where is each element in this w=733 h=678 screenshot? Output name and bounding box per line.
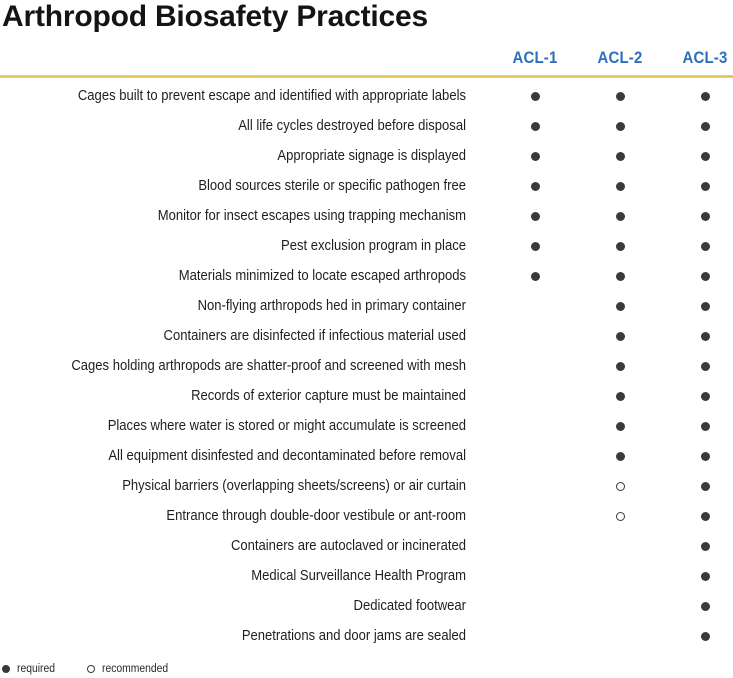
cell-acl-1 xyxy=(490,624,580,654)
cell-acl-2 xyxy=(575,174,665,204)
cell-acl-1 xyxy=(490,354,580,384)
cell-acl-1 xyxy=(490,474,580,504)
table-row xyxy=(0,594,733,624)
cell-acl-3 xyxy=(660,384,733,414)
practice-label: All equipment disinfested and decontaminated before removal xyxy=(108,448,466,464)
cell-acl-3 xyxy=(660,564,733,594)
marker-required-icon xyxy=(531,272,540,281)
table-row xyxy=(0,294,733,324)
cell-acl-3 xyxy=(660,594,733,624)
cell-acl-1 xyxy=(490,444,580,474)
cell-acl-1 xyxy=(490,174,580,204)
marker-required-icon xyxy=(531,212,540,221)
marker-required-icon xyxy=(701,302,710,311)
marker-recommended-icon xyxy=(616,512,625,521)
marker-required-icon xyxy=(701,92,710,101)
cell-acl-3 xyxy=(660,144,733,174)
cell-acl-2 xyxy=(575,294,665,324)
marker-required-icon xyxy=(701,122,710,131)
marker-required-icon xyxy=(616,152,625,161)
marker-required-icon xyxy=(701,272,710,281)
cell-acl-3 xyxy=(660,444,733,474)
cell-acl-2 xyxy=(575,354,665,384)
marker-recommended-icon xyxy=(87,665,95,673)
cell-acl-2 xyxy=(575,624,665,654)
marker-required-icon xyxy=(531,122,540,131)
cell-acl-1 xyxy=(490,114,580,144)
practice-label: Materials minimized to locate escaped arthropods xyxy=(178,268,466,284)
practice-label: Pest exclusion program in place xyxy=(281,238,466,254)
cell-acl-3 xyxy=(660,414,733,444)
cell-acl-2 xyxy=(575,534,665,564)
cell-acl-1 xyxy=(490,414,580,444)
cell-acl-1 xyxy=(490,594,580,624)
column-header-acl-1: ACL-1 xyxy=(512,48,558,67)
table-row xyxy=(0,384,733,414)
marker-required-icon xyxy=(616,362,625,371)
marker-required-icon xyxy=(616,182,625,191)
cell-acl-2 xyxy=(575,144,665,174)
practice-label: All life cycles destroyed before disposal xyxy=(238,118,466,134)
cell-acl-2 xyxy=(575,84,665,114)
marker-required-icon xyxy=(701,422,710,431)
practice-label: Medical Surveillance Health Program xyxy=(251,568,466,584)
table-row xyxy=(0,474,733,504)
cell-acl-3 xyxy=(660,84,733,114)
cell-acl-1 xyxy=(490,84,580,114)
practice-label: Appropriate signage is displayed xyxy=(277,148,466,164)
marker-required-icon xyxy=(2,665,10,673)
column-header-acl-2: ACL-2 xyxy=(597,48,643,67)
cell-acl-3 xyxy=(660,624,733,654)
practice-label: Places where water is stored or might accumulate is screened xyxy=(107,418,466,434)
legend-item-required xyxy=(2,663,59,675)
table-row xyxy=(0,264,733,294)
marker-required-icon xyxy=(701,452,710,461)
practice-label: Physical barriers (overlapping sheets/screens) or air curtain xyxy=(122,478,466,494)
cell-acl-3 xyxy=(660,114,733,144)
cell-acl-1 xyxy=(490,144,580,174)
cell-acl-3 xyxy=(660,354,733,384)
marker-required-icon xyxy=(701,182,710,191)
cell-acl-1 xyxy=(490,384,580,414)
marker-required-icon xyxy=(701,332,710,341)
marker-required-icon xyxy=(701,482,710,491)
column-header-acl-3: ACL-3 xyxy=(682,48,728,67)
cell-acl-3 xyxy=(660,324,733,354)
table-row xyxy=(0,234,733,264)
table-row xyxy=(0,504,733,534)
marker-required-icon xyxy=(616,302,625,311)
table-row xyxy=(0,114,733,144)
practices-matrix xyxy=(0,84,733,654)
cell-acl-2 xyxy=(575,324,665,354)
cell-acl-1 xyxy=(490,504,580,534)
marker-required-icon xyxy=(701,152,710,161)
marker-required-icon xyxy=(616,212,625,221)
marker-required-icon xyxy=(701,392,710,401)
marker-required-icon xyxy=(701,212,710,221)
marker-required-icon xyxy=(616,122,625,131)
marker-required-icon xyxy=(616,92,625,101)
practice-label: Records of exterior capture must be maintained xyxy=(191,388,466,404)
marker-required-icon xyxy=(616,272,625,281)
table-row xyxy=(0,534,733,564)
cell-acl-3 xyxy=(660,294,733,324)
page-title: Arthropod Biosafety Practices xyxy=(2,0,428,33)
cell-acl-2 xyxy=(575,474,665,504)
cell-acl-1 xyxy=(490,294,580,324)
cell-acl-3 xyxy=(660,234,733,264)
table-row xyxy=(0,84,733,114)
cell-acl-2 xyxy=(575,384,665,414)
cell-acl-3 xyxy=(660,474,733,504)
cell-acl-2 xyxy=(575,114,665,144)
practice-label: Cages built to prevent escape and identified with appropriate labels xyxy=(77,88,466,104)
practice-label: Containers are autoclaved or incinerated xyxy=(230,538,466,554)
table-row xyxy=(0,174,733,204)
marker-required-icon xyxy=(616,452,625,461)
marker-required-icon xyxy=(531,182,540,191)
marker-required-icon xyxy=(531,92,540,101)
marker-required-icon xyxy=(701,542,710,551)
table-row xyxy=(0,204,733,234)
table-row xyxy=(0,564,733,594)
marker-required-icon xyxy=(701,632,710,641)
cell-acl-1 xyxy=(490,564,580,594)
marker-required-icon xyxy=(616,392,625,401)
cell-acl-1 xyxy=(490,534,580,564)
cell-acl-3 xyxy=(660,264,733,294)
marker-required-icon xyxy=(616,242,625,251)
practice-label: Cages holding arthropods are shatter-proof and screened with mesh xyxy=(71,358,466,374)
marker-required-icon xyxy=(616,422,625,431)
marker-recommended-icon xyxy=(616,482,625,491)
practice-label: Dedicated footwear xyxy=(353,598,466,614)
cell-acl-3 xyxy=(660,504,733,534)
marker-required-icon xyxy=(616,332,625,341)
practice-label: Containers are disinfected if infectious material used xyxy=(163,328,466,344)
cell-acl-2 xyxy=(575,204,665,234)
column-header-row xyxy=(0,48,733,70)
marker-required-icon xyxy=(701,242,710,251)
cell-acl-2 xyxy=(575,564,665,594)
cell-acl-2 xyxy=(575,234,665,264)
legend xyxy=(2,661,204,677)
table-row xyxy=(0,354,733,384)
marker-required-icon xyxy=(531,242,540,251)
practice-label: Entrance through double-door vestibule or ant-room xyxy=(166,508,466,524)
practice-label: Non-flying arthropods hed in primary container xyxy=(197,298,466,314)
cell-acl-2 xyxy=(575,594,665,624)
practice-label: Monitor for insect escapes using trapping mechanism xyxy=(157,208,466,224)
cell-acl-3 xyxy=(660,204,733,234)
cell-acl-2 xyxy=(575,414,665,444)
cell-acl-1 xyxy=(490,204,580,234)
cell-acl-2 xyxy=(575,264,665,294)
table-row xyxy=(0,444,733,474)
marker-required-icon xyxy=(701,572,710,581)
cell-acl-3 xyxy=(660,534,733,564)
cell-acl-1 xyxy=(490,234,580,264)
cell-acl-1 xyxy=(490,324,580,354)
marker-required-icon xyxy=(701,512,710,521)
legend-item-recommended xyxy=(87,663,176,675)
marker-required-icon xyxy=(531,152,540,161)
marker-required-icon xyxy=(701,602,710,611)
table-row xyxy=(0,324,733,354)
marker-required-icon xyxy=(701,362,710,371)
legend-label: required xyxy=(17,663,55,675)
table-row xyxy=(0,414,733,444)
table-row xyxy=(0,624,733,654)
cell-acl-3 xyxy=(660,174,733,204)
cell-acl-2 xyxy=(575,504,665,534)
practice-label: Blood sources sterile or specific pathogen free xyxy=(198,178,466,194)
table-row xyxy=(0,144,733,174)
cell-acl-2 xyxy=(575,444,665,474)
cell-acl-1 xyxy=(490,264,580,294)
header-divider-rule xyxy=(0,75,733,78)
legend-label: recommended xyxy=(102,663,169,675)
practice-label: Penetrations and door jams are sealed xyxy=(241,628,466,644)
